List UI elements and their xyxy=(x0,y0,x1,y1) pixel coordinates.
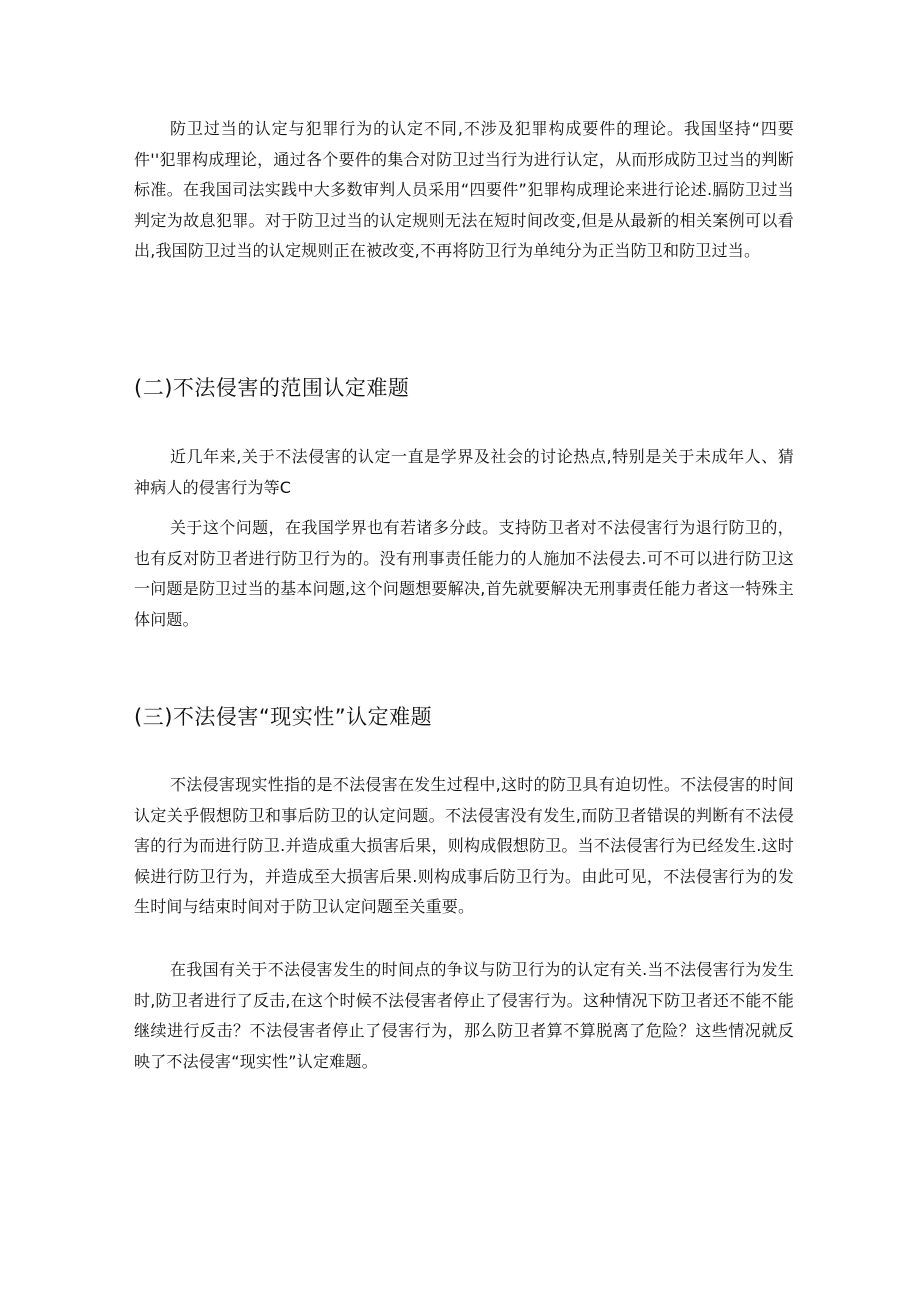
paragraph-academic-disagreement: 关于这个问题，在我国学界也有若诸多分歧。支持防卫者对不法侵害行为退行防卫的，也有反对防卫者进行防卫行为的。没有刑事责任能力的人施加不法侵去.可不可以进行防卫这一问题是防卫过当的基本问题,这个问题想要解决,首先就要解决无刑事责任能力者这一特殊主体问题。 xyxy=(134,518,794,629)
paragraph-excess-defense-recognition: 防卫过当的认定与犯罪行为的认定不同,不涉及犯罪构成要件的理论。我国坚持“四要件''犯罪构成理论，通过各个要件的集合对防卫过当行为进行认定，从而形成防卫过当的判断标准。在我国司法实践中大多数审判人员采用“四要件”犯罪构成理论来进行论述.膈防卫过当判定为故息犯罪。对于防卫过当的认定规则无法在短时间改变,但是从最新的相关案例可以看出,我国防卫过当的认定规则正在被改变,不再将防卫行为单纯分为正当防卫和防卫过当。 xyxy=(134,119,794,260)
section-heading-scope-of-infringement: (二)不法侵害的范围认定难题 xyxy=(134,376,410,400)
paragraph-timing-dispute: 在我国有关于不法侵害发生的时间点的争议与防卫行为的认定有关.当不法侵害行为发生时,防卫者进行了反击,在这个时候不法侵害者停止了侵害行为。这种情况下防卫者还不能不能继续进行反击？不法侵害者停止了侵害行为，那么防卫者算不算脱离了危险？这些情况就反映了不法侵害“现实性”认定难题。 xyxy=(134,960,794,1071)
paragraph-recent-debates: 近几年来,关于不法侵害的认定一直是学界及社会的讨论热点,特别是关于未成年人、猜神病人的侵害行为等C xyxy=(134,447,794,497)
paragraph-reality-definition: 不法侵害现实性指的是不法侵害在发生过程中,这时的防卫具有迫切性。不法侵害的时间认定关乎假想防卫和事后防卫的认定问题。不法侵害没有发生,而防卫者错误的判断有不法侵害的行为而进行防卫.并造成重大损害后果，则构成假想防卫。当不法侵害行为已经发生.这时候进行防卫行为，并造成至大损害后果.则构成事后防卫行为。由此可见，不法侵害行为的发生时间与结束时间对于防卫认定问题至关重要。 xyxy=(134,775,794,916)
section-heading-reality-of-infringement: (三)不法侵害“现实性”认定难题 xyxy=(134,705,433,729)
